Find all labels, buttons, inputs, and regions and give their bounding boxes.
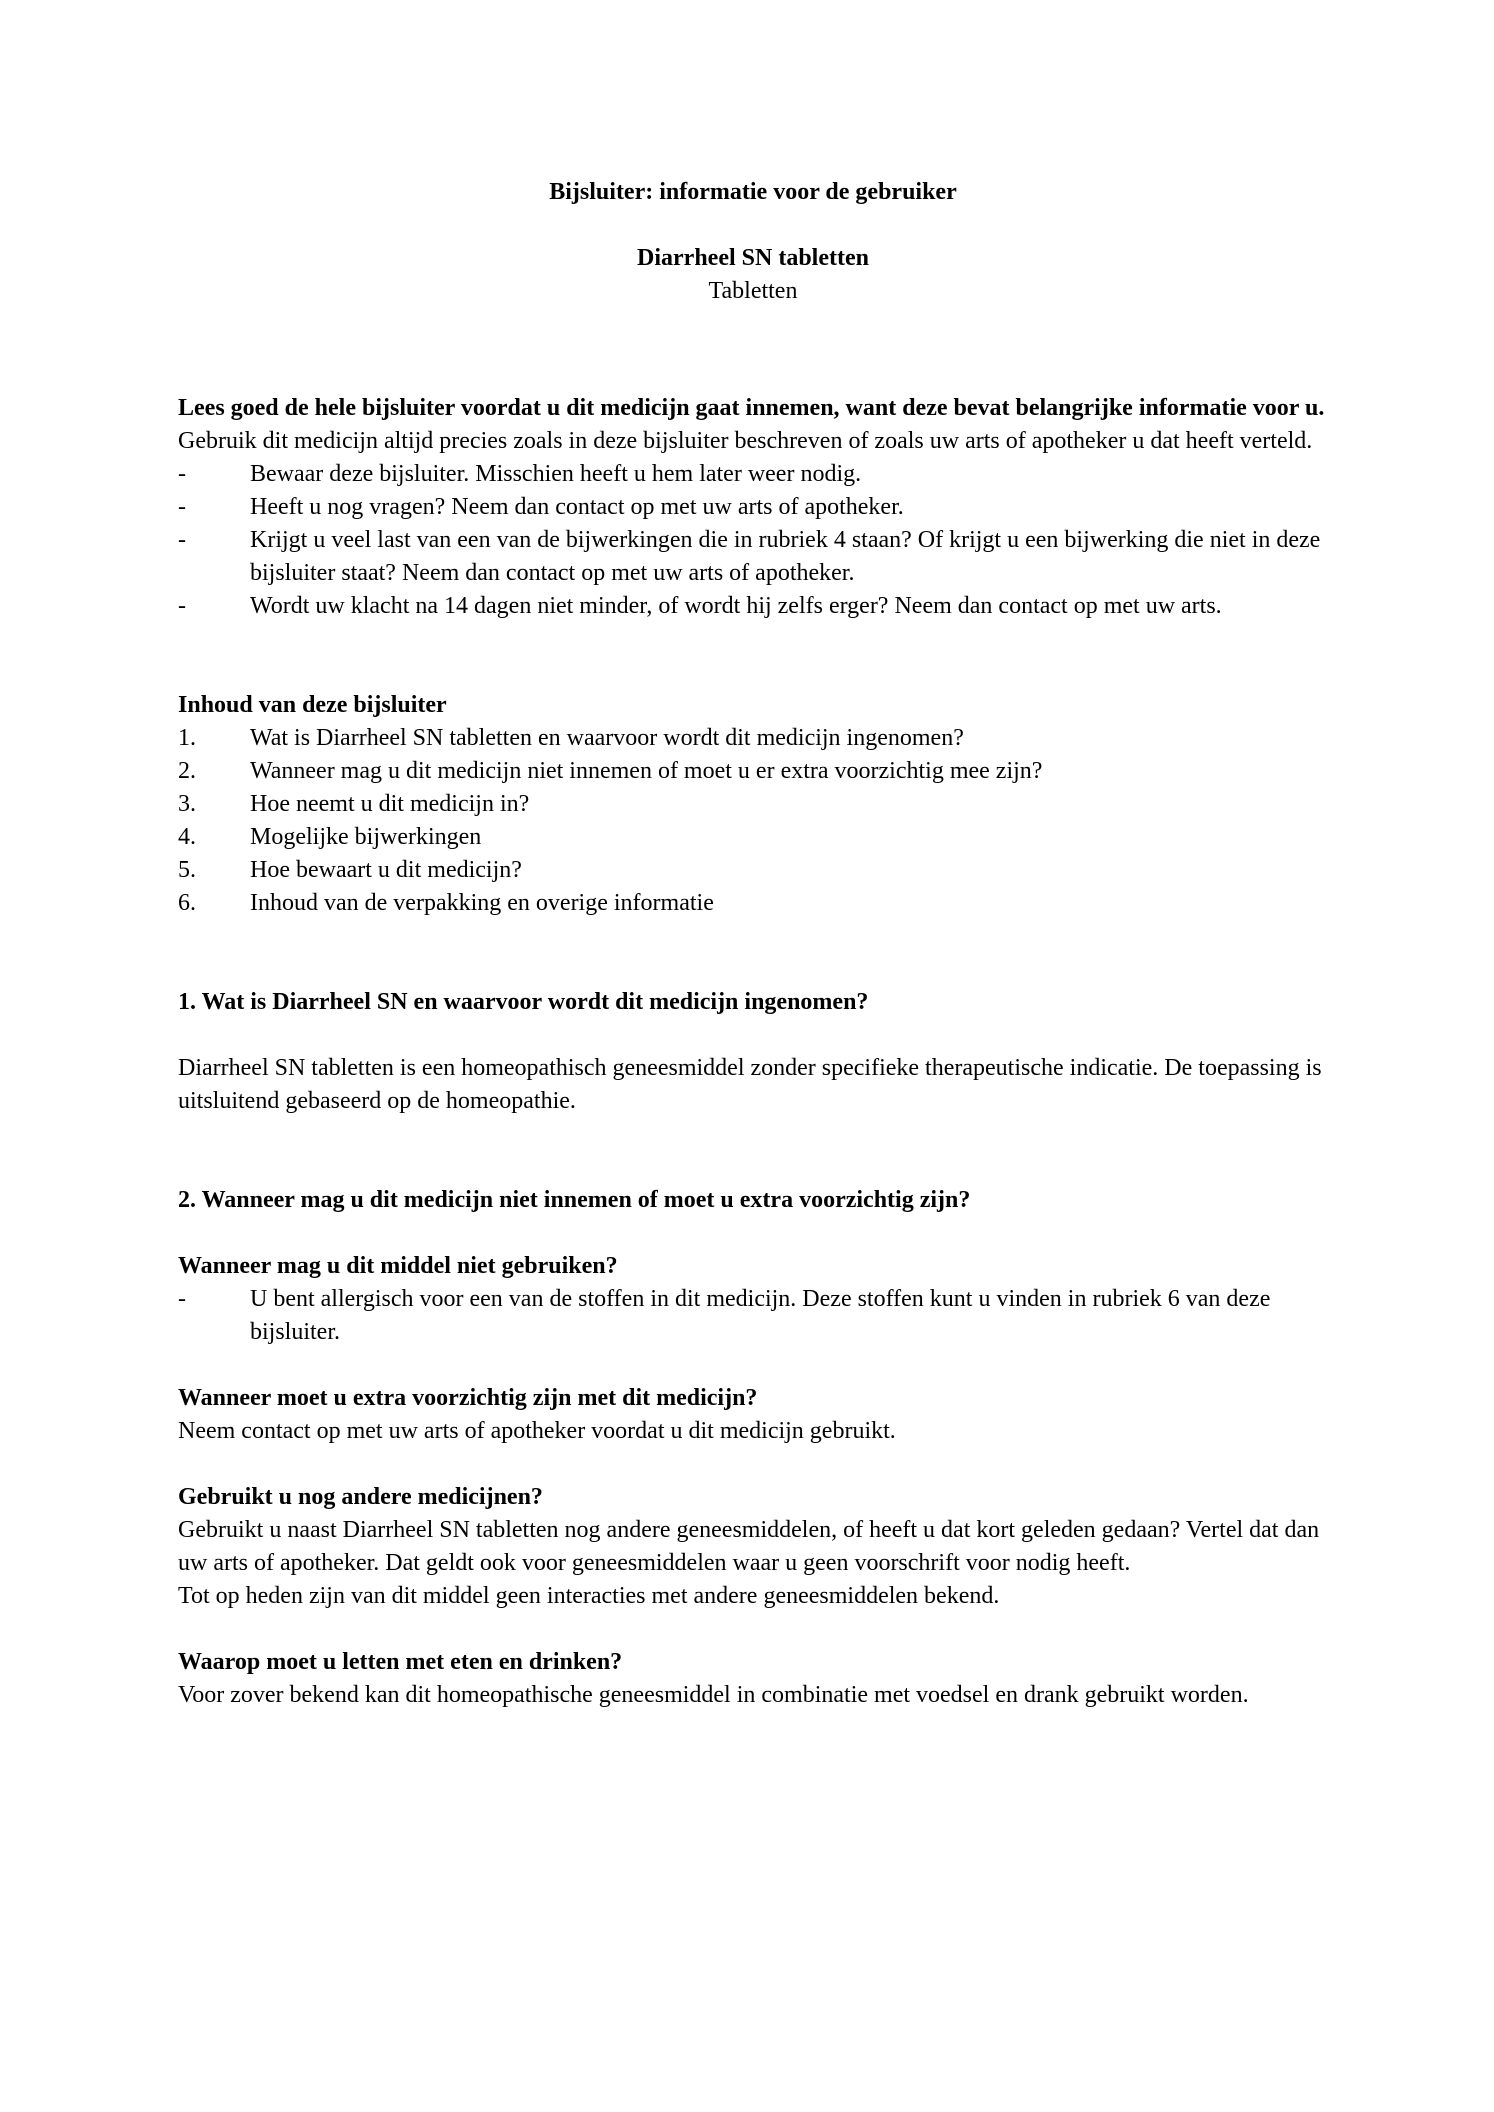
intro-bold-line: Lees goed de hele bijsluiter voordat u dit medicijn gaat innemen, want deze bevat belangrijke informatie voor u. [178,395,1325,421]
toc-label: Wanneer mag u dit medicijn niet innemen of moet u er extra voorzichtig mee zijn? [250,758,1043,784]
food-text: Voor zover bekend kan dit homeopathische geneesmiddel in combinatie met voedsel en drank gebruikt worden. [178,1682,1249,1708]
toc-label: Wat is Diarrheel SN tabletten en waarvoor wordt dit medicijn ingenomen? [250,725,964,751]
not-use-bullet [178,1283,1328,1349]
other-meds-text: Gebruikt u naast Diarrheel SN tabletten nog andere geneesmiddelen, of heeft u dat kort geleden gedaan? Vertel dat dan uw arts of apotheker. Dat geldt ook voor geneesmiddelen waar u geen voorschrift voor nodig heeft. [178,1517,1320,1576]
bullet-marker: - [178,527,186,553]
intro-bullet-text: Wordt uw klacht na 14 dagen niet minder, of wordt hij zelfs erger? Neem dan contact op met uw arts. [250,593,1222,619]
toc-heading: Inhoud van deze bijsluiter [178,692,447,718]
not-use-heading: Wanneer mag u dit middel niet gebruiken? [178,1253,618,1279]
toc-item [178,887,1328,920]
toc-label: Mogelijke bijwerkingen [250,824,482,850]
toc-item [178,821,1328,854]
toc-item [178,722,1328,755]
bullet-marker: - [178,1286,186,1312]
toc-number: 4. [178,824,196,850]
intro-bullet [178,491,1328,524]
product-form: Tabletten [708,278,798,304]
intro-text: Gebruik dit medicijn altijd precies zoals in deze bijsluiter beschreven of zoals uw arts of apotheker u dat heeft verteld. [178,428,1313,454]
intro-bullet [178,458,1328,491]
leaflet-title: Bijsluiter: informatie voor de gebruiker [549,179,957,205]
intro-bullet-text: Heeft u nog vragen? Neem dan contact op met uw arts of apotheker. [250,494,904,520]
intro-bullet-text: Krijgt u veel last van een van de bijwerkingen die in rubriek 4 staan? Of krijgt u een bijwerking die niet in deze bijsluiter staat? Neem dan contact op met uw arts of apotheker. [250,527,1321,586]
toc-label: Hoe bewaart u dit medicijn? [250,857,522,883]
caution-text: Neem contact op met uw arts of apotheker voordat u dit medicijn gebruikt. [178,1418,896,1444]
toc-number: 3. [178,791,196,817]
bullet-marker: - [178,593,186,619]
intro-bullet-text: Bewaar deze bijsluiter. Misschien heeft u hem later weer nodig. [250,461,862,487]
bullet-marker: - [178,461,186,487]
intro-bullet [178,590,1328,623]
product-name: Diarrheel SN tabletten [637,245,869,271]
section2-heading: 2. Wanneer mag u dit medicijn niet innemen of moet u extra voorzichtig zijn? [178,1187,971,1213]
toc-number: 5. [178,857,196,883]
toc-item [178,854,1328,887]
toc-item [178,755,1328,788]
toc-label: Inhoud van de verpakking en overige informatie [250,890,714,916]
toc-number: 6. [178,890,196,916]
toc-number: 1. [178,725,196,751]
toc-item [178,788,1328,821]
intro-bullet [178,524,1328,590]
caution-heading: Wanneer moet u extra voorzichtig zijn met dit medicijn? [178,1385,758,1411]
section1-heading: 1. Wat is Diarrheel SN en waarvoor wordt dit medicijn ingenomen? [178,989,869,1015]
not-use-bullet-text: U bent allergisch voor een van de stoffen in dit medicijn. Deze stoffen kunt u vinden in rubriek 6 van deze bijsluiter. [250,1286,1271,1345]
toc-label: Hoe neemt u dit medicijn in? [250,791,530,817]
section1-text: Diarrheel SN tabletten is een homeopathisch geneesmiddel zonder specifieke therapeutische indicatie. De toepassing is uitsluitend gebaseerd op de homeopathie. [178,1055,1322,1114]
toc-number: 2. [178,758,196,784]
bullet-marker: - [178,494,186,520]
other-meds-text-2: Tot op heden zijn van dit middel geen interacties met andere geneesmiddelen bekend. [178,1583,1000,1609]
other-meds-heading: Gebruikt u nog andere medicijnen? [178,1484,543,1510]
food-heading: Waarop moet u letten met eten en drinken? [178,1649,623,1675]
leaflet-page [178,176,1328,1712]
